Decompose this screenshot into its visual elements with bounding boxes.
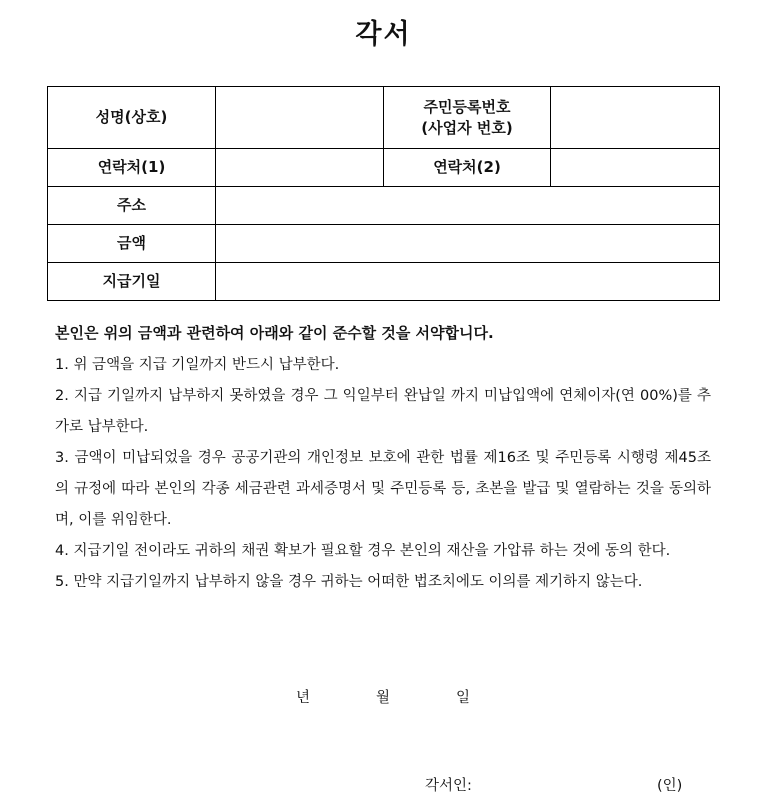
address-label: 주소 bbox=[48, 187, 216, 225]
contact2-label: 연락처(2) bbox=[384, 149, 551, 187]
id-number-label-line1: 주민등록번호 bbox=[423, 98, 511, 117]
address-field[interactable] bbox=[216, 187, 720, 225]
amount-field[interactable] bbox=[216, 225, 720, 263]
name-field[interactable] bbox=[216, 87, 384, 149]
date-line bbox=[296, 686, 470, 707]
contact1-label: 연락처(1) bbox=[48, 149, 216, 187]
pledge-heading: 본인은 위의 금액과 관련하여 아래와 같이 준수할 것을 서약합니다. bbox=[55, 324, 494, 342]
table-row bbox=[48, 225, 720, 263]
signer-label: 각서인: bbox=[425, 778, 472, 794]
date-day-label: 일 bbox=[456, 690, 471, 706]
table-row bbox=[48, 187, 720, 225]
info-table bbox=[47, 86, 720, 301]
date-month-label: 월 bbox=[376, 690, 391, 706]
table-row bbox=[48, 149, 720, 187]
name-label: 성명(상호) bbox=[48, 87, 216, 149]
document-title: 각서 bbox=[355, 19, 412, 50]
amount-label: 금액 bbox=[48, 225, 216, 263]
seal-label: (인) bbox=[657, 778, 683, 794]
clause-4: 4. 지급기일 전이라도 귀하의 채권 확보가 필요할 경우 본인의 재산을 가압류 하는 것에 동의 한다. bbox=[55, 543, 671, 559]
clause-list bbox=[55, 350, 711, 598]
contact2-field[interactable] bbox=[551, 149, 720, 187]
due-date-label: 지급기일 bbox=[48, 263, 216, 301]
id-number-label-line2: (사업자 번호) bbox=[421, 118, 513, 137]
due-date-field[interactable] bbox=[216, 263, 720, 301]
clause-3: 3. 금액이 미납되었을 경우 공공기관의 개인정보 보호에 관한 법률 제16조 및 주민등록 시행령 제45조의 규정에 따라 본인의 각종 세금관련 과세증명서 및 주민등록 등, 초본을 발급 및 열람하는 것을 동의하며, 이를 위임한다. bbox=[55, 450, 711, 528]
contact1-field[interactable] bbox=[216, 149, 384, 187]
id-number-label bbox=[384, 87, 551, 149]
table-row bbox=[48, 263, 720, 301]
clause-2: 2. 지급 기일까지 납부하지 못하였을 경우 그 익일부터 완납일 까지 미납입액에 연체이자(연 00%)를 추가로 납부한다. bbox=[55, 388, 711, 435]
clause-1: 1. 위 금액을 지급 기일까지 반드시 납부한다. bbox=[55, 357, 340, 373]
id-number-field[interactable] bbox=[551, 87, 720, 149]
clause-5: 5. 만약 지급기일까지 납부하지 않을 경우 귀하는 어떠한 법조치에도 이의를 제기하지 않는다. bbox=[55, 574, 643, 590]
date-year-label: 년 bbox=[296, 690, 311, 706]
table-row bbox=[48, 87, 720, 149]
